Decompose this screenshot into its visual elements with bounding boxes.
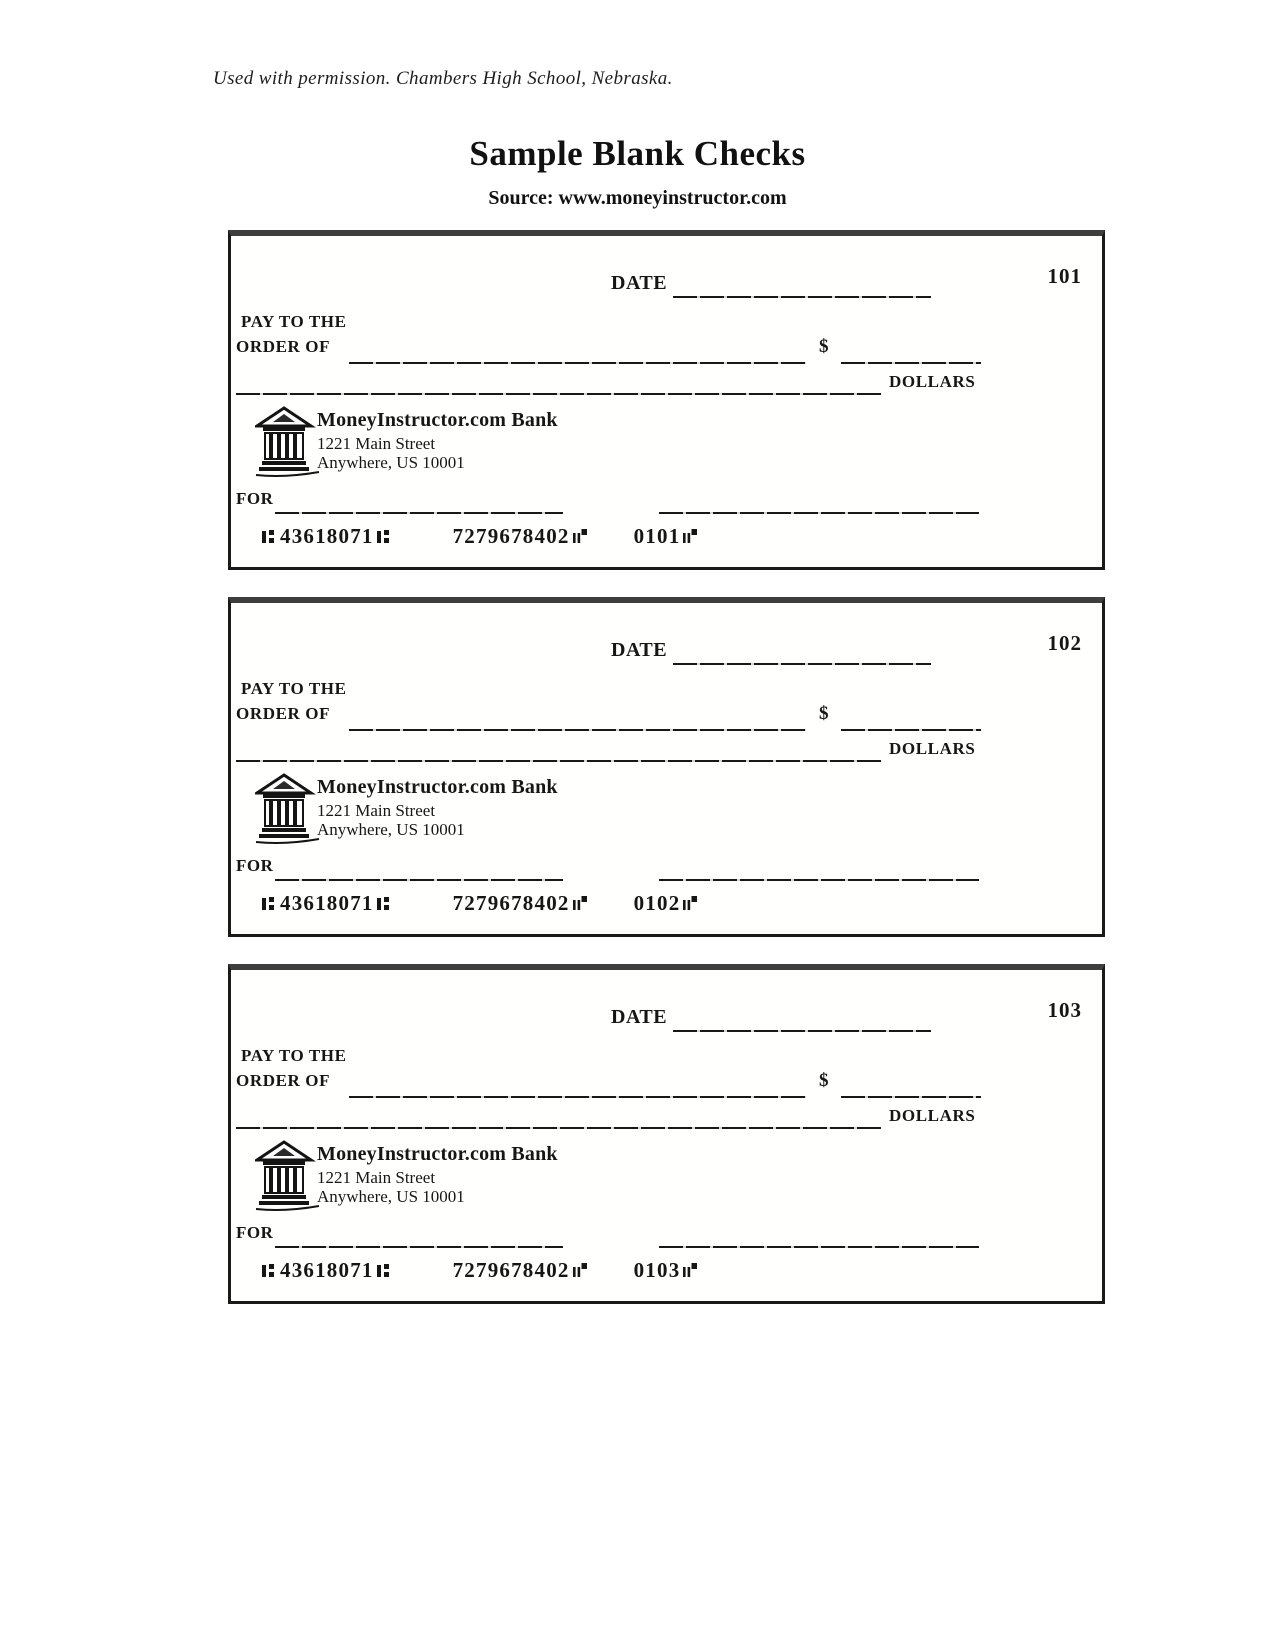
pay-to-the-label: PAY TO THE xyxy=(241,1046,347,1065)
signature-line xyxy=(659,1246,979,1248)
micr-onus-icon xyxy=(573,894,589,913)
amount-line xyxy=(841,1096,981,1098)
micr-onus-icon xyxy=(573,1261,589,1280)
for-label: FOR xyxy=(236,1223,274,1242)
micr-account-number: 7279678402 xyxy=(452,1258,570,1282)
micr-routing-number: 43618071 xyxy=(280,524,374,548)
check-number: 101 xyxy=(1047,264,1082,288)
signature-line xyxy=(659,512,979,514)
check-number: 102 xyxy=(1047,631,1082,655)
micr-transit-icon xyxy=(262,527,277,546)
micr-routing-number: 43618071 xyxy=(280,891,374,915)
bank-address-line2: Anywhere, US 10001 xyxy=(317,453,465,472)
micr-account-number: 7279678402 xyxy=(452,891,570,915)
micr-line xyxy=(259,891,702,916)
micr-transit-icon xyxy=(377,527,392,546)
micr-onus-icon xyxy=(683,894,699,913)
document-header xyxy=(0,134,1275,210)
micr-onus-icon xyxy=(573,527,589,546)
payee-line xyxy=(349,1096,806,1098)
check-101 xyxy=(228,230,1105,570)
date-line xyxy=(673,663,931,665)
micr-transit-icon xyxy=(262,1261,277,1280)
bank-name: MoneyInstructor.com Bank xyxy=(317,409,558,431)
micr-line xyxy=(259,524,702,549)
order-of-label: ORDER OF xyxy=(236,337,331,356)
micr-onus-icon xyxy=(683,1261,699,1280)
date-label: DATE xyxy=(611,639,668,661)
page-title: Sample Blank Checks xyxy=(469,134,806,173)
check-number: 103 xyxy=(1047,998,1082,1022)
written-amount-line xyxy=(236,1127,881,1129)
date-label: DATE xyxy=(611,1006,668,1028)
written-amount-line xyxy=(236,393,881,395)
written-amount-line xyxy=(236,760,881,762)
micr-transit-icon xyxy=(377,1261,392,1280)
pay-to-the-label: PAY TO THE xyxy=(241,679,347,698)
micr-account-number: 7279678402 xyxy=(452,524,570,548)
date-line xyxy=(673,1030,931,1032)
dollar-sign: $ xyxy=(819,336,829,357)
micr-check-number: 0101 xyxy=(633,524,681,548)
bank-building-icon xyxy=(255,406,321,478)
order-of-label: ORDER OF xyxy=(236,704,331,723)
signature-line xyxy=(659,879,979,881)
check-103 xyxy=(228,964,1105,1304)
dollars-label: DOLLARS xyxy=(889,739,976,758)
payee-line xyxy=(349,729,806,731)
for-line xyxy=(275,1246,563,1248)
date-label: DATE xyxy=(611,272,668,294)
check-102 xyxy=(228,597,1105,937)
micr-transit-icon xyxy=(262,894,277,913)
payee-line xyxy=(349,362,806,364)
for-line xyxy=(275,512,563,514)
order-of-label: ORDER OF xyxy=(236,1071,331,1090)
bank-address-line2: Anywhere, US 10001 xyxy=(317,1187,465,1206)
bank-address-line2: Anywhere, US 10001 xyxy=(317,820,465,839)
micr-onus-icon xyxy=(683,527,699,546)
micr-line xyxy=(259,1258,702,1283)
micr-check-number: 0103 xyxy=(633,1258,681,1282)
permission-note: Used with permission. Chambers High School, Nebraska. xyxy=(213,68,673,89)
bank-name: MoneyInstructor.com Bank xyxy=(317,1143,558,1165)
amount-line xyxy=(841,362,981,364)
pay-to-the-label: PAY TO THE xyxy=(241,312,347,331)
micr-check-number: 0102 xyxy=(633,891,681,915)
date-line xyxy=(673,296,931,298)
for-label: FOR xyxy=(236,489,274,508)
bank-name: MoneyInstructor.com Bank xyxy=(317,776,558,798)
for-line xyxy=(275,879,563,881)
bank-building-icon xyxy=(255,1140,321,1212)
bank-building-icon xyxy=(255,773,321,845)
amount-line xyxy=(841,729,981,731)
micr-transit-icon xyxy=(377,894,392,913)
bank-address-line1: 1221 Main Street xyxy=(317,801,436,820)
dollar-sign: $ xyxy=(819,703,829,724)
micr-routing-number: 43618071 xyxy=(280,1258,374,1282)
source-line: Source: www.moneyinstructor.com xyxy=(488,187,787,209)
for-label: FOR xyxy=(236,856,274,875)
bank-address-line1: 1221 Main Street xyxy=(317,434,436,453)
dollar-sign: $ xyxy=(819,1070,829,1091)
bank-address-line1: 1221 Main Street xyxy=(317,1168,436,1187)
dollars-label: DOLLARS xyxy=(889,1106,976,1125)
dollars-label: DOLLARS xyxy=(889,372,976,391)
